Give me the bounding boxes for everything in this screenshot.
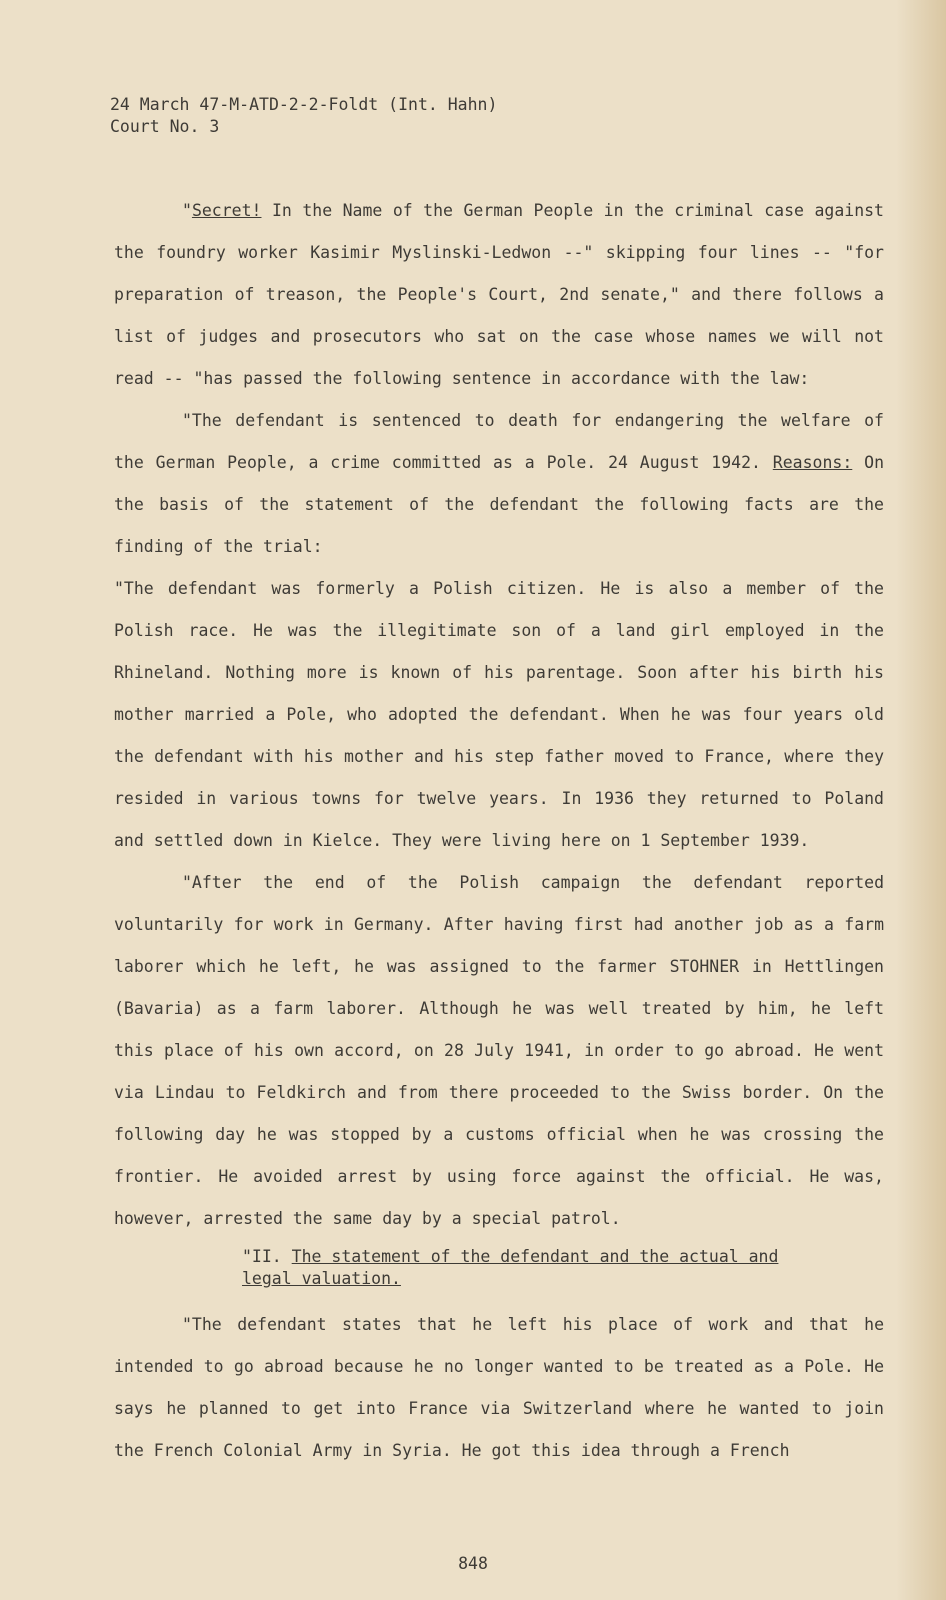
paragraph-text: "The defendant is sentenced to death for endangering the welfare of the German People, a crime committed as a Pole. 24 August 1942.: [114, 411, 884, 472]
paragraph-text: "The defendant states that he left his place of work and that he intended to go abroad because he no longer wanted to be treated as a Pole. He says he planned to get into France via Switzerland where he wanted to join the French Colonial Army in Syria. He got this idea through a French: [114, 1315, 884, 1460]
paragraph-sentence: [114, 400, 884, 568]
paragraph-text-tail: On the basis of the statement of the defendant the following facts are the finding of the trial:: [114, 453, 885, 556]
paragraph-events: [114, 862, 884, 1240]
page-number: 848: [458, 1554, 488, 1573]
quote-mark: ": [182, 201, 192, 220]
section-heading: [242, 1246, 802, 1290]
section-title: The statement of the defendant and the actual and legal valuation.: [242, 1247, 779, 1288]
header-court-line: Court No. 3: [110, 117, 220, 136]
header-reference-line: 24 March 47-M-ATD-2-2-Foldt (Int. Hahn): [110, 95, 498, 114]
paragraph-text: "The defendant was formerly a Polish citizen. He is also a member of the Polish race. He was the illegitimate son of a land girl employed in the Rhineland. Nothing more is known of his parentage. Soon after his birth his mother married a Pole, who adopted the defendant. When he was four years old the defendant with his mother and his step father moved to France, where they resided in various towns for twelve years. In 1936 they returned to Poland and settled down in Kielce. They were living here on 1 September 1939.: [114, 579, 884, 850]
secret-marking: Secret!: [191, 201, 262, 220]
paragraph-background: [114, 568, 884, 862]
paragraph-text: In the Name of the German People in the criminal case against the foundry worker Kasimir Myslinski-Ledwon --" skipping four lines -- "for preparation of treason, the People's Court, 2nd senate," and there follows a list of judges and prosecutors who sat on the case whose names we will not read -- "has passed the following sentence in accordance with the law:: [114, 201, 884, 388]
paragraph-defendant-statement: [114, 1304, 884, 1472]
document-header: [110, 94, 497, 138]
section-number: "II.: [242, 1247, 292, 1266]
paragraph-text: "After the end of the Polish campaign the defendant reported voluntarily for work in Germany. After having first had another job as a farm laborer which he left, he was assigned to the farmer STOHNER in Hettlingen (Bavaria) as a farm laborer. Although he was well treated by him, he left this place of his own accord, on 28 July 1941, in order to go abroad. He went via Lindau to Feldkirch and from there proceeded to the Swiss border. On the following day he was stopped by a customs official when he was crossing the frontier. He avoided arrest by using force against the official. He was, however, arrested the same day by a special patrol.: [114, 873, 884, 1228]
reasons-heading: Reasons:: [772, 453, 853, 472]
document-body: [114, 190, 884, 1472]
paragraph-sentence-preamble: [114, 190, 884, 400]
